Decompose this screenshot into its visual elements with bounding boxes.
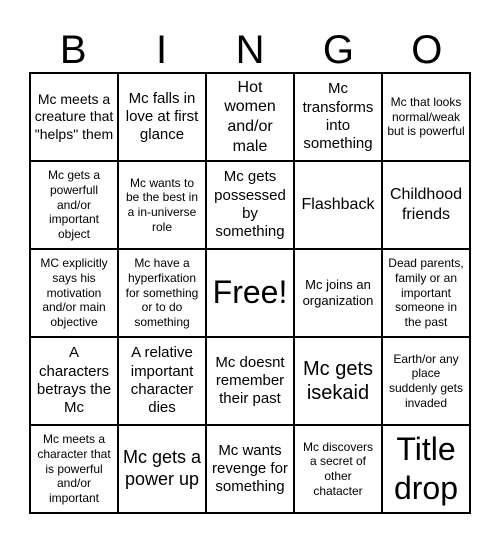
header-letter-g: G bbox=[322, 28, 354, 72]
bingo-free-space[interactable]: Free! bbox=[206, 249, 294, 337]
bingo-cell-r4c4[interactable]: Mc gets isekaid bbox=[294, 337, 382, 425]
bingo-cell-r1c2[interactable]: Mc falls in love at first glance bbox=[118, 73, 206, 161]
bingo-cell-r1c5[interactable]: Mc that looks normal/weak but is powerful bbox=[382, 73, 470, 161]
bingo-cell-r3c4[interactable]: Mc joins an organization bbox=[294, 249, 382, 337]
bingo-header bbox=[29, 26, 471, 74]
bingo-cell-r2c2[interactable]: Mc wants to be the best in a in-universe role bbox=[118, 161, 206, 249]
bingo-cell-r5c3[interactable]: Mc wants revenge for something bbox=[206, 425, 294, 513]
bingo-cell-r4c5[interactable]: Earth/or any place suddenly gets invaded bbox=[382, 337, 470, 425]
bingo-card-grid bbox=[29, 72, 471, 514]
bingo-cell-r3c2[interactable]: Mc have a hyperfixation for something or to do something bbox=[118, 249, 206, 337]
bingo-cell-r5c1[interactable]: Mc meets a character that is powerful and/or important bbox=[30, 425, 118, 513]
bingo-cell-r2c1[interactable]: Mc gets a powerfull and/or important object bbox=[30, 161, 118, 249]
header-letter-o: O bbox=[411, 28, 443, 72]
bingo-cell-r1c3[interactable]: Hot women and/or male bbox=[206, 73, 294, 161]
bingo-cell-r1c1[interactable]: Mc meets a creature that "helps" them bbox=[30, 73, 118, 161]
bingo-cell-r2c4[interactable]: Flashback bbox=[294, 161, 382, 249]
bingo-cell-r5c5[interactable]: Title drop bbox=[382, 425, 470, 513]
bingo-cell-r2c5[interactable]: Childhood friends bbox=[382, 161, 470, 249]
bingo-cell-r5c2[interactable]: Mc gets a power up bbox=[118, 425, 206, 513]
header-letter-i: I bbox=[156, 28, 168, 72]
bingo-cell-r4c2[interactable]: A relative important character dies bbox=[118, 337, 206, 425]
bingo-cell-r5c4[interactable]: Mc discovers a secret of other chatacter bbox=[294, 425, 382, 513]
bingo-cell-r3c5[interactable]: Dead parents, family or an important someone in the past bbox=[382, 249, 470, 337]
bingo-cell-r4c3[interactable]: Mc doesnt remember their past bbox=[206, 337, 294, 425]
bingo-cell-r1c4[interactable]: Mc transforms into something bbox=[294, 73, 382, 161]
bingo-cell-r2c3[interactable]: Mc gets possessed by something bbox=[206, 161, 294, 249]
bingo-cell-r3c1[interactable]: MC explicitly says his motivation and/or main objective bbox=[30, 249, 118, 337]
header-letter-b: B bbox=[59, 28, 87, 72]
bingo-cell-r4c1[interactable]: A characters betrays the Mc bbox=[30, 337, 118, 425]
header-letter-n: N bbox=[235, 28, 265, 72]
